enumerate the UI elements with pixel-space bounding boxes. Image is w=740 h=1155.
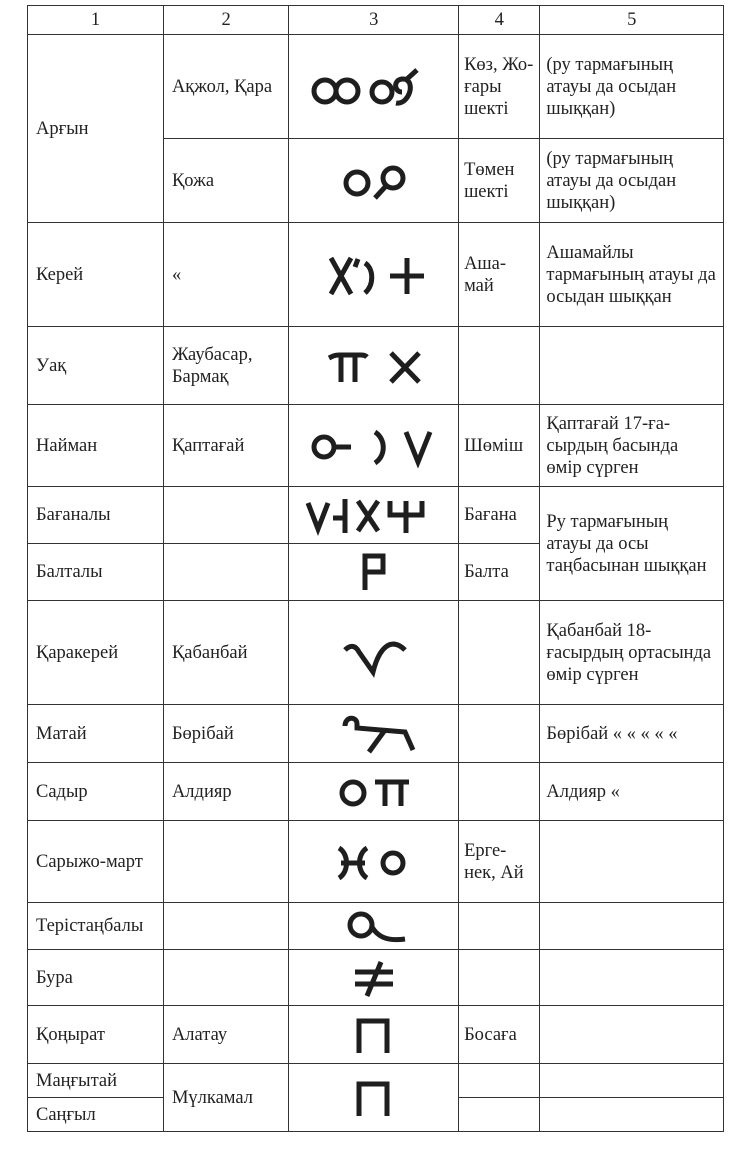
threshold-icon [359, 1021, 387, 1053]
clan-name: Керей [28, 223, 164, 327]
branch-name [163, 487, 288, 544]
x-cross-icon [391, 353, 419, 382]
note: Қабанбай 18-ғасырдың ортасында өмір сүрген [540, 601, 724, 705]
tamga-cell [289, 223, 459, 327]
note: Бөрібай « « « « « [540, 705, 724, 763]
clan-name: Найман [28, 405, 164, 487]
note [540, 950, 724, 1006]
note [540, 821, 724, 903]
x-cross-icon [358, 501, 378, 531]
tamga-name [459, 327, 540, 405]
table-row [28, 487, 724, 544]
tamga-cell [289, 1064, 459, 1132]
clan-name: Саңғыл [28, 1098, 164, 1132]
branch-name: Жаубасар, Бармақ [163, 327, 288, 405]
table-row [28, 763, 724, 821]
note: Қаптағай 17-ға-сырдың басында өмір сүрген [540, 405, 724, 487]
trident-icon [390, 501, 422, 533]
tamga-name: Шөміш [459, 405, 540, 487]
note: Ашамайлы тармағының атауы да осыдан шыққан [540, 223, 724, 327]
table-row [28, 821, 724, 903]
clan-name: Бура [28, 950, 164, 1006]
tamga-cell [289, 544, 459, 601]
v-icon [406, 432, 430, 462]
circle-icon [342, 782, 364, 804]
header-col-1: 1 [28, 6, 164, 35]
tamga-name [459, 601, 540, 705]
cross-with-arc-icon [331, 258, 372, 294]
clan-name: Қоңырат [28, 1006, 164, 1064]
tamga-cell [289, 763, 459, 821]
table-row [28, 1064, 724, 1098]
tamga-name [459, 705, 540, 763]
tamga-cell [289, 139, 459, 223]
branch-name: Ақжол, Қара [163, 35, 288, 139]
clan-name: Садыр [28, 763, 164, 821]
table-row [28, 705, 724, 763]
note [540, 903, 724, 950]
crescents-bar-icon [339, 848, 367, 878]
tamga-cell [289, 705, 459, 763]
threshold-icon [359, 1084, 387, 1116]
branch-name [163, 950, 288, 1006]
circle-icon [346, 172, 368, 194]
not-equal-icon [355, 962, 393, 996]
branch-name: Қабанбай [163, 601, 288, 705]
clan-name: Матай [28, 705, 164, 763]
clan-name: Уақ [28, 327, 164, 405]
branch-name: Бөрібай [163, 705, 288, 763]
table-row [28, 405, 724, 487]
gate-icon [375, 782, 409, 806]
tamga-name [459, 950, 540, 1006]
tamga-name [459, 903, 540, 950]
tamga-cell [289, 821, 459, 903]
note [540, 1064, 724, 1098]
tamga-name: Көз, Жо-ғары шекті [459, 35, 540, 139]
tamga-cell [289, 950, 459, 1006]
branch-name [163, 903, 288, 950]
note [540, 1098, 724, 1132]
tamga-table [27, 5, 724, 1132]
tamga-name [459, 1098, 540, 1132]
tamga-cell [289, 903, 459, 950]
table-row [28, 903, 724, 950]
clan-name: Арғын [28, 35, 164, 223]
clan-name: Маңғытай [28, 1064, 164, 1098]
branch-name: Алдияр [163, 763, 288, 821]
branch-name: Қаптағай [163, 405, 288, 487]
tamga-name: Балта [459, 544, 540, 601]
infinity-sign-icon [314, 80, 358, 102]
tamga-cell [289, 35, 459, 139]
branch-name [163, 544, 288, 601]
clan-name: Бағаналы [28, 487, 164, 544]
clan-name: Қаракерей [28, 601, 164, 705]
note [540, 327, 724, 405]
tamga-name: Бағана [459, 487, 540, 544]
note [540, 1006, 724, 1064]
branch-name: « [163, 223, 288, 327]
header-col-2: 2 [163, 6, 288, 35]
tamga-name [459, 763, 540, 821]
table-row [28, 1006, 724, 1064]
table-row [28, 327, 724, 405]
horns-icon [345, 644, 405, 672]
post-icon [333, 499, 345, 533]
tamga-cell [289, 327, 459, 405]
note: (ру тармағының атауы да осыдан шыққан) [540, 139, 724, 223]
tamga-name: Ерге-нек, Ай [459, 821, 540, 903]
branch-name [163, 821, 288, 903]
tamga-cell [289, 487, 459, 544]
clan-name: Балталы [28, 544, 164, 601]
note: Алдияр « [540, 763, 724, 821]
tamga-cell [289, 1006, 459, 1064]
table-row [28, 950, 724, 1006]
header-row [28, 6, 724, 35]
ladle-icon [314, 437, 351, 457]
tamga-name [459, 1064, 540, 1098]
tamga-cell [289, 405, 459, 487]
header-col-5: 5 [540, 6, 724, 35]
clan-name: Терістаңбалы [28, 903, 164, 950]
plus-icon [390, 258, 424, 294]
tamga-name: Төмен шекті [459, 139, 540, 223]
table-row [28, 223, 724, 327]
branch-name: Қожа [163, 139, 288, 223]
pi-fork-icon [329, 355, 367, 382]
axe-icon [365, 556, 383, 590]
tamga-name: Босаға [459, 1006, 540, 1064]
table-row [28, 35, 724, 139]
branch-name: Алатау [163, 1006, 288, 1064]
loop-with-hook-icon [372, 70, 417, 103]
circle-icon [383, 853, 403, 873]
tamga-cell [289, 601, 459, 705]
circle-with-tail-icon [375, 168, 403, 198]
note: (ру тармағының атауы да осыдан шыққан) [540, 35, 724, 139]
tamga-name: Аша-май [459, 223, 540, 327]
arc-icon [375, 432, 383, 463]
table-row [28, 601, 724, 705]
branch-name: Мүлкамал [163, 1064, 288, 1132]
header-col-3: 3 [289, 6, 459, 35]
v-icon [308, 503, 328, 529]
hook-stool-icon [345, 718, 413, 752]
header-col-4: 4 [459, 6, 540, 35]
clan-name: Сарыжо-март [28, 821, 164, 903]
note: Ру тармағының атауы да осы таңбасынан шыққан [540, 487, 724, 601]
reversed-loop-icon [350, 914, 405, 940]
